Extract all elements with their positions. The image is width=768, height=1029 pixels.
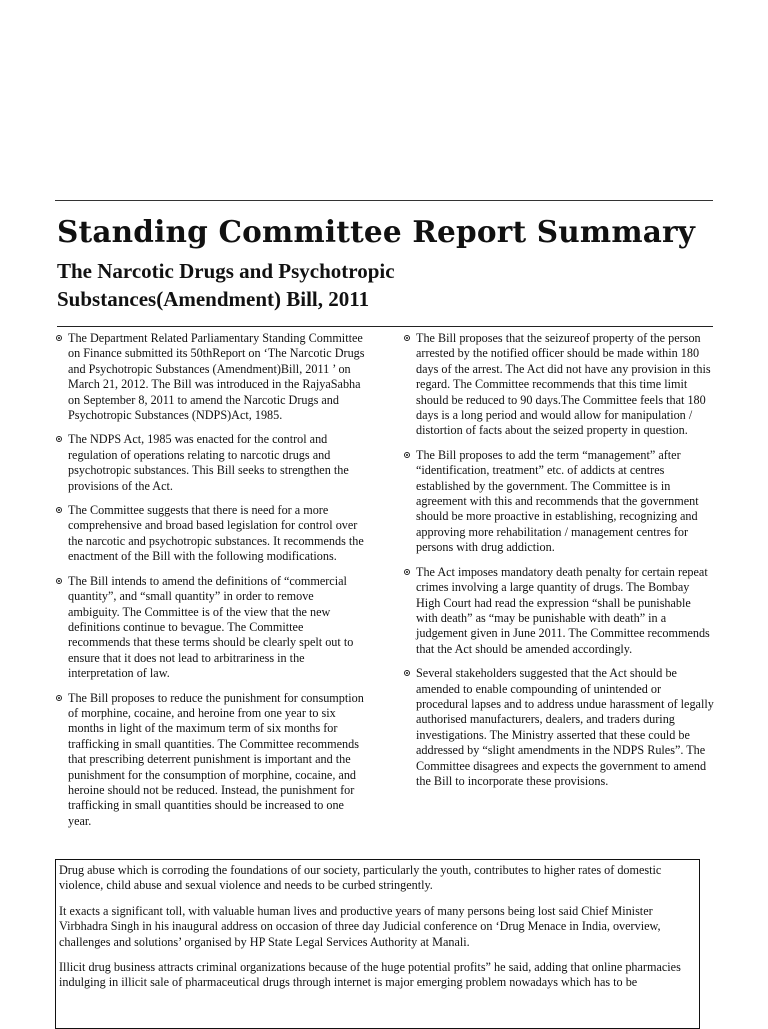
circle-bullet-icon [404,452,410,458]
news-paragraph-3: Illicit drug business attracts criminal organizations because of the huge potential profits” he said, adding that online pharmacies indulging in illicit sale of pharmaceutical drugs through internet is major emerging problem nowadays which has to be [59,960,681,990]
circle-bullet-icon [56,335,62,341]
circle-bullet-icon [56,578,62,584]
list-item: The Act imposes mandatory death penalty for certain repeat crimes involving a large quantity of drugs. The Bombay High Court had read the expression “shall be punishable with death” as “may be punishable with death” in a judgement given in June 2011. The Committee recommends that the Act should be amended accordingly. [404,565,714,657]
subtitle-line-1: The Narcotic Drugs and Psychotropic [57,259,395,283]
list-item: The NDPS Act, 1985 was enacted for the control and regulation of operations relating to narcotic drugs and psychotropic substances. This Bill seeks to strengthen the provisions of the Act. [56,432,366,494]
circle-bullet-icon [404,335,410,341]
circle-bullet-icon [404,569,410,575]
list-item: The Bill intends to amend the definitions of “commercial quantity”, and “small quantity” in order to remove ambiguity. The Committee is of the view that the new definitions continue to bevague. The Committee recommends that these terms should be clearly spelt out to ensure that it does not lead to arbitrariness in the interpretation of law. [56,574,366,682]
left-column [56,331,366,838]
list-item: The Department Related Parliamentary Standing Committee on Finance submitted its 50thReport on ‘The Narcotic Drugs and Psychotropic Substances (Amendment)Bill, 2011 ’ on March 21, 2012. The Bill was introduced in the RajyaSabha on September 8, 2011 to amend the Narcotic Drugs and Psychotropic Substances (NDPS)Act, 1985. [56,331,366,423]
news-paragraph-1: Drug abuse which is corroding the foundations of our society, particularly the youth, contributes to higher rates of domestic violence, child abuse and sexual violence and needs to be curbed stringently. [59,863,662,893]
circle-bullet-icon [404,670,410,676]
list-item: The Committee suggests that there is need for a more comprehensive and broad based legislation for control over the narcotic and psychotropic substances. It recommends the enactment of the Bill with the following modifications. [56,503,366,565]
right-column [404,331,714,798]
list-item: The Bill proposes that the seizureof property of the person arrested by the notified officer should be made within 180 days of the arrest. The Act did not have any provision in this regard. The Committee recommends that this time limit should be reduced to 90 days.The Committee feels that 180 days is a long period and would allow for manipulation / distortion of facts about the seized property in question. [404,331,714,439]
list-item: The Bill proposes to reduce the punishment for consumption of morphine, cocaine, and heroine from one year to six months in light of the maximum term of six months for trafficking in small quantities. The Committee recommends that prescribing deterrent punishment is important and the punishment for the consumption of morphine, cocaine, and heroine should not be reduced. Instead, the punishment for trafficking in small quantities should be increased to one year. [56,691,366,830]
list-item: The Bill proposes to add the term “management” after “identification, treatment” etc. of addicts at centres established by the government. The Committee is in agreement with this and recommends that the government should be more proactive in establishing, recognizing and approving more rehabilitation / management centres for persons with drug addiction. [404,448,714,556]
news-paragraph-2: It exacts a significant toll, with valuable human lives and productive years of many persons being lost said Chief Minister Virbhadra Singh in his inaugural address on occasion of three day Judicial conference on ‘Drug Menace in India, overview, challenges and solutions’ organised by HP State Legal Services Authority at Manali. [59,903,661,949]
circle-bullet-icon [56,436,62,442]
subtitle-line-2: Substances(Amendment) Bill, 2011 [57,287,370,311]
header-divider [57,326,713,327]
news-excerpt-box [55,859,700,1029]
circle-bullet-icon [56,695,62,701]
list-item: Several stakeholders suggested that the Act should be amended to enable compounding of unintended or procedural lapses and to address undue harassment of legally authorised manufacturers, dealers, and traders during investigations. The Ministry asserted that these could be addressed by “slight amendments in the NDPS Rules”. The Committee disagrees and expects the government to amend the Bill to incorporate these provisions. [404,666,714,789]
page-title: Standing Committee Report Summary [57,214,696,249]
circle-bullet-icon [56,507,62,513]
top-divider [55,200,713,201]
page-subtitle [57,257,697,313]
